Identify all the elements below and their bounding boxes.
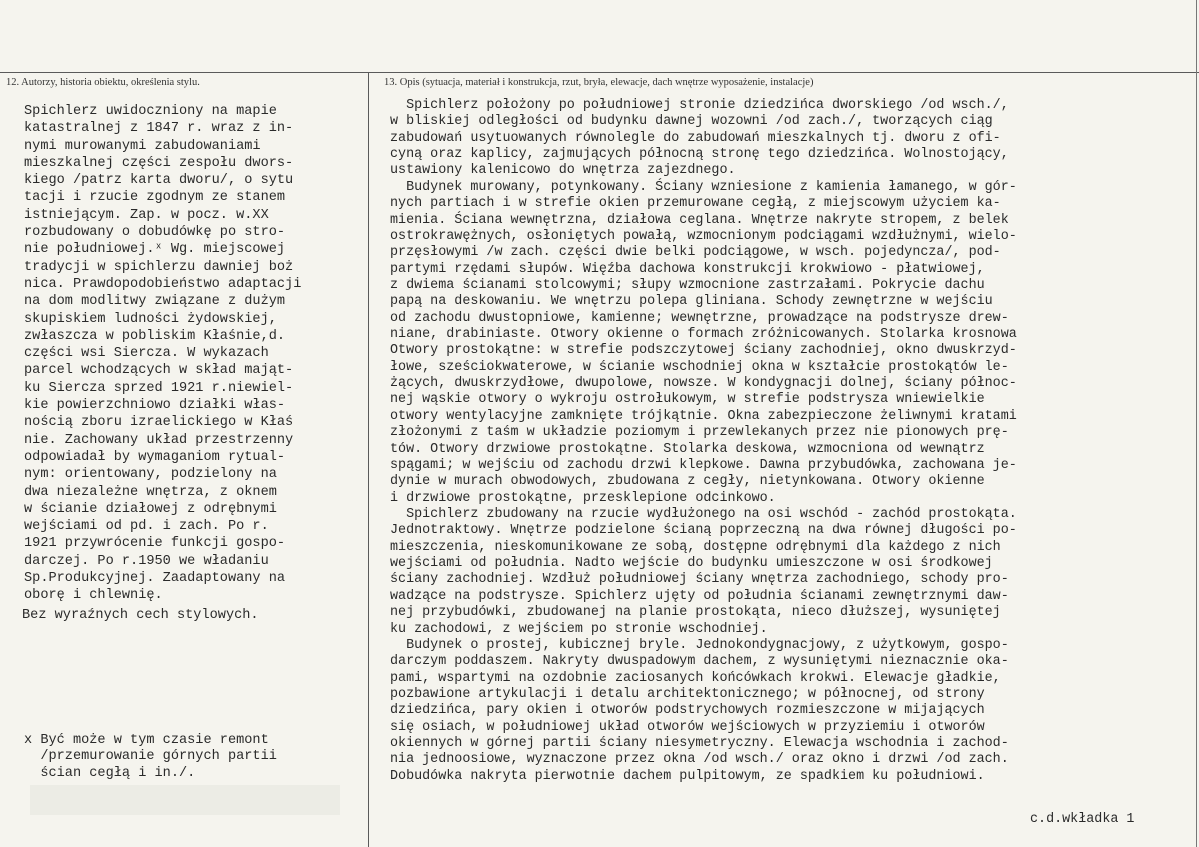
- text-line: Otwory prostokątne: w strefie podszczytowej ściany zachodniej, okno dwuskrzyd-: [390, 343, 1017, 359]
- text-line: wadzące na podstrysze. Spichlerz ujęty od południa ścianami zewnętrznymi daw-: [390, 588, 1009, 604]
- text-line: łowe, sześciokwaterowe, w ścianie wschodniej okna w kształcie prostokątów le-: [390, 359, 1009, 375]
- text-line: od zachodu dwustopniowe, kamienne; wewnętrzne, prowadzące na podstrysze drew-: [390, 310, 1009, 326]
- text-line: oborę i chlewnię.: [24, 588, 163, 604]
- text-line: nych partiach i w strefie okien przemurowane cegłą, z miejscowym użyciem ka-: [390, 196, 1001, 212]
- text-line: darczym poddaszem. Nakryty dwuspadowym dachem, z wysuniętymi nieznacznie oka-: [390, 654, 1009, 670]
- text-line: kiego /patrz karta dworu/, o sytu: [24, 173, 294, 189]
- text-line: mienia. Ściana wewnętrzna, działowa ceglana. Wnętrze nakryte stropem, z belek: [390, 212, 1009, 228]
- text-line: nie. Zachowany układ przestrzenny: [24, 432, 294, 448]
- top-rule: [0, 72, 1199, 73]
- text-line: dwa niezależne wnętrza, z oknem: [24, 484, 277, 500]
- text-line: cyną oraz kaplicy, zajmujących północną stronę tego dziedzińca. Wolnostojący,: [390, 147, 1009, 163]
- text-line: z dwiema ścianami stolcowymi; słupy wzmocnione zastrzałami. Pokrycie dachu: [390, 277, 985, 293]
- text-line: nia jednoosiowe, wyznaczone przez okna /od wsch./ oraz okno i drzwi /od zach.: [390, 752, 1009, 768]
- text-line: nica. Prawdopodobieństwo adaptacji: [24, 276, 302, 292]
- text-line: ustawiony kalenicowo do wnętrza zajezdnego.: [390, 163, 736, 179]
- text-line: Sp.Produkcyjnej. Zaadaptowany na: [24, 571, 286, 587]
- text-line: i drzwiowe prostokątne, przesklepione odcinkowo.: [390, 490, 776, 506]
- text-line: ku zachodowi, z wejściem po stronie wschodniej.: [390, 621, 768, 637]
- text-line: zabudowań usytuowanych równolegle do zabudowań mieszkalnych tj. dworu z ofi-: [390, 130, 1001, 146]
- text-line: rozbudowany o dobudówkę po stro-: [24, 225, 286, 241]
- text-line: się osiach, w południowej układ otworów wejściowych w przyziemiu i otworów: [390, 719, 985, 735]
- text-line: wejściami od południa. Nadto wejście do budynku umieszczone w osi środkowej: [390, 556, 993, 572]
- text-line: na dom modlitwy związane z dużym: [24, 294, 286, 310]
- text-line: nym: orientowany, podzielony na: [24, 467, 277, 483]
- text-line: niane, drabiniaste. Otwory okienne o formach zróżnicowanych. Stolarka krosnowa: [390, 327, 1017, 343]
- text-line: nej wąskie otwory o wykroju ostrołukowym, w strefie podstrysza wniewielkie: [390, 392, 985, 408]
- text-line: pami, wspartymi na ozdobnie zaciosanych końcówkach krokwi. Elewacje gładkie,: [390, 670, 1001, 686]
- section-13-header: 13. Opis (sytuacja, materiał i konstrukcja, rzut, bryła, elewacje, dach wnętrze wyposażenie, instalacje): [384, 77, 814, 88]
- text-line: złożonymi z taśm w układzie poziomym i przewlekanych przez nie pionowych prę-: [390, 425, 1009, 441]
- text-line: dynie w murach obwodowych, zbudowana z cegły, nietynkowana. Otwory okienne: [390, 474, 985, 490]
- text-line: wejściami od pd. i zach. Po r.: [24, 519, 269, 535]
- text-line: w bliskiej odległości od budynku dawnej wozowni /od zach./, tworzących ciąg: [390, 114, 993, 130]
- text-line: istniejącym. Zap. w poсz. w.XX: [24, 207, 269, 223]
- section-12-header: 12. Autorzy, historia obiektu, określenia stylu.: [6, 77, 200, 88]
- text-line: odpowiadał by wymaganiom rytual-: [24, 449, 286, 465]
- column-divider: [368, 72, 369, 847]
- text-line: skupiskiem ludności żydowskiej,: [24, 311, 277, 327]
- text-line: Budynek murowany, potynkowany. Ściany wzniesione z kamienia łamanego, w gór-: [390, 179, 1017, 195]
- text-line: 1921 przywrócenie funkcji gospo-: [24, 536, 286, 552]
- text-line: tacji i rzucie zgodnym ze stanem: [24, 190, 286, 206]
- history-text: [24, 103, 301, 605]
- text-line: przęsłowymi /w zach. części dwie belki podciągowe, w wsch. pojedyncza/, pod-: [390, 245, 1001, 261]
- description-text: [390, 98, 1017, 785]
- text-line: mieszkalnej części zespołu dwors-: [24, 155, 294, 171]
- text-line: nością zboru izraelickiego w Kłaś: [24, 415, 294, 431]
- text-line: ostrokrawężnych, osłoniętych powałą, wzmocnionym podciągami wzdłużnymi, wielo-: [390, 228, 1017, 244]
- text-line: Dobudówka nakryta pierwotnie dachem pulpitowym, ze spadkiem ku południowi.: [390, 768, 985, 784]
- footnote: [24, 733, 277, 782]
- text-line: nie południowej.ˣ Wg. miejscowej: [24, 242, 286, 258]
- text-line: Spichlerz zbudowany na rzucie wydłużonego na osi wschód - zachód prostokąta.: [390, 506, 1017, 522]
- text-line: papą na deskowaniu. We wnętrzu polepa gliniana. Schody zewnętrzne w wejściu: [390, 294, 993, 310]
- style-note: Bez wyraźnych cech stylowych.: [22, 608, 259, 623]
- text-line: w ścianie działowej z odrębnymi: [24, 501, 277, 517]
- text-line: Jednotraktowy. Wnętrze podzielone ścianą poprzeczną na dwa równej długości po-: [390, 523, 1017, 539]
- footnote-line: x Być może w tym czasie remont: [24, 733, 269, 748]
- text-line: Spichlerz uwidoczniony na mapie: [24, 104, 277, 119]
- text-line: dziedzińca, pary okien i otworów podstrychowych rozmieszczone w mijających: [390, 703, 985, 719]
- footnote-line: ścian cegłą i in./.: [24, 765, 196, 781]
- text-line: otwory wentylacyjne zamknięte trójkątnie. Okna zabezpieczone żeliwnymi kratami: [390, 408, 1017, 424]
- text-line: kie powierzchniowo działki włas-: [24, 398, 286, 414]
- text-line: nej przybudówki, zbudowanej na planie prostokąta, nieco dłuższej, wysuniętej: [390, 605, 1001, 621]
- right-rule: [1196, 0, 1197, 847]
- text-line: zwłaszcza w pobliskim Kłaśnie,d.: [24, 328, 286, 344]
- text-line: części wsi Siercza. W wykazach: [24, 346, 269, 362]
- paper-smudge: [30, 785, 340, 815]
- text-line: Spichlerz położony po południowej stronie dziedzińca dworskiego /od wsch./,: [390, 98, 1009, 113]
- text-line: tradycji w spichlerzu dawniej boż: [24, 259, 294, 275]
- text-line: ściany zachodniej. Wzdłuż południowej ściany wnętrza zachodniego, schody pro-: [390, 572, 1009, 588]
- text-line: spągami; w wejściu od zachodu drzwi klepkowe. Dawna przybudówka, zachowana je-: [390, 457, 1017, 473]
- continuation-note: c.d.wkładka 1: [1030, 812, 1135, 827]
- text-line: mieszczenia, nieskomunikowane ze sobą, dostępne odrębnymi dla każdego z nich: [390, 539, 1001, 555]
- text-line: okiennych w górnej partii ściany niesymetryczny. Elewacja wschodnia i zachod-: [390, 736, 1009, 752]
- text-line: darczej. Po r.1950 we władaniu: [24, 553, 269, 569]
- text-line: nymi murowanymi zabudowaniami: [24, 138, 261, 154]
- footnote-line: /przemurowanie górnych partii: [24, 749, 277, 765]
- text-line: tów. Otwory drzwiowe prostokątne. Stolarka deskowa, wzmocniona od wewnątrz: [390, 441, 985, 457]
- text-line: Budynek o prostej, kubicznej bryle. Jednokondygnacjowy, z użytkowym, gospo-: [390, 637, 1009, 653]
- text-line: partymi rzędami słupów. Więźba dachowa konstrukcji krokwiowo - płatwiowej,: [390, 261, 985, 277]
- text-line: katastralnej z 1847 r. wraz z in-: [24, 121, 294, 137]
- text-line: pozbawione artykulacji i detalu architektonicznego; w północnej, od strony: [390, 686, 985, 702]
- text-line: parcel wchodzących w skład mająt-: [24, 363, 294, 379]
- text-line: żących, dwuskrzydłowe, dwupolowe, nowsze. W kondygnacji dolnej, ściany północ-: [390, 376, 1017, 392]
- text-line: ku Siercza sprzed 1921 r.niewiel-: [24, 380, 294, 396]
